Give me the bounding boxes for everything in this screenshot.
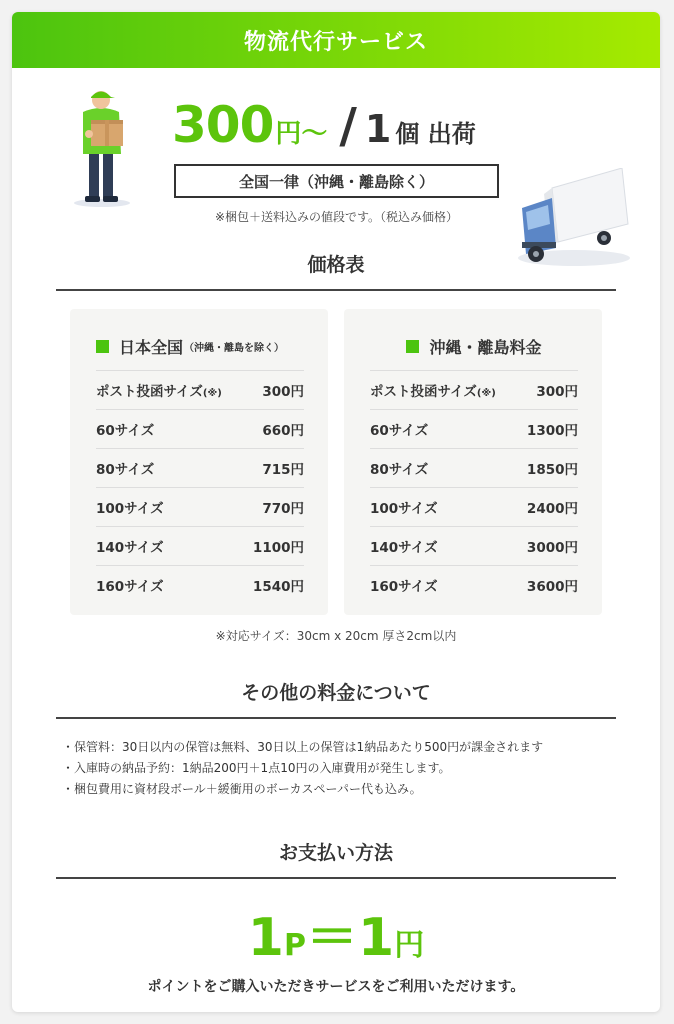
- row-label: ポスト投函サイズ: [370, 384, 477, 400]
- row-price: 1100円: [252, 540, 304, 556]
- price-headline: [172, 96, 476, 154]
- mainland-table-subtitle: （沖縄・離島を除く）: [184, 343, 285, 354]
- per-number: 1: [364, 107, 392, 151]
- page-title: 物流代行サービス: [12, 12, 660, 68]
- price-number: 300: [172, 96, 274, 154]
- payment-title: お支払い方法: [278, 842, 393, 864]
- table-row: [96, 370, 304, 409]
- table-row: [370, 448, 578, 487]
- per-text: 個 出荷: [395, 120, 476, 148]
- price-slash: /: [339, 98, 357, 154]
- okinawa-table-title: 沖縄・離島料金: [429, 338, 542, 357]
- green-square-icon: [406, 340, 419, 353]
- size-note: ※対応サイズ：30cm x 20cm 厚さ2cm以内: [215, 629, 457, 643]
- row-price: 3000円: [526, 540, 578, 556]
- row-label: 60サイズ: [96, 423, 155, 439]
- okinawa-price-table: [344, 309, 602, 615]
- service-card: [12, 12, 660, 1012]
- mainland-table-title: 日本全国: [119, 338, 184, 357]
- row-price: 1300円: [526, 423, 578, 439]
- row-label: ポスト投函サイズ: [96, 384, 203, 400]
- row-price: 770円: [262, 501, 304, 517]
- table-row: [96, 487, 304, 526]
- table-row: [370, 526, 578, 565]
- row-label: 160サイズ: [96, 579, 164, 595]
- table-row: [370, 370, 578, 409]
- list-item: ・ 入庫時の納品予約：1納品200円＋1点10円の入庫費用が発生します。: [62, 758, 616, 779]
- payment-note: ポイントをご購入いただきサービスをご利用いただけます。: [147, 979, 525, 995]
- uniform-price-box: 全国一律（沖縄・離島除く）: [174, 164, 499, 198]
- row-label: 140サイズ: [96, 540, 164, 556]
- row-label: 100サイズ: [370, 501, 438, 517]
- divider: [56, 877, 616, 879]
- row-price: 1540円: [252, 579, 304, 595]
- row-label: 140サイズ: [370, 540, 438, 556]
- divider: [56, 717, 616, 719]
- hero-note: ※梱包＋送料込みの値段です。（税込み価格）: [214, 210, 459, 224]
- point-number: 1: [247, 908, 284, 968]
- row-price: 715円: [262, 462, 304, 478]
- row-label: 160サイズ: [370, 579, 438, 595]
- other-fees-title: その他の料金について: [241, 682, 431, 704]
- row-price: 300円: [262, 384, 304, 400]
- mainland-price-table: [70, 309, 328, 615]
- row-label: 100サイズ: [96, 501, 164, 517]
- row-label-suffix: (※): [476, 388, 496, 399]
- equals-sign: ＝: [305, 908, 358, 968]
- delivery-truck-icon: [512, 168, 634, 268]
- point-unit: P: [283, 928, 306, 963]
- yen-number: 1: [358, 908, 395, 968]
- table-row: [370, 487, 578, 526]
- price-unit: 円〜: [275, 119, 328, 149]
- other-fees-list: [56, 737, 616, 800]
- table-row: [96, 448, 304, 487]
- row-price: 300円: [536, 384, 578, 400]
- green-square-icon: [96, 340, 109, 353]
- row-price: 3600円: [526, 579, 578, 595]
- row-price: 660円: [262, 423, 304, 439]
- mainland-table-header: [96, 335, 304, 358]
- row-label: 80サイズ: [96, 462, 155, 478]
- table-row: [96, 526, 304, 565]
- delivery-worker-icon: [67, 86, 137, 208]
- table-row: [370, 409, 578, 448]
- row-label-suffix: (※): [202, 388, 222, 399]
- row-price: 2400円: [526, 501, 578, 517]
- price-table-title: 価格表: [307, 254, 365, 276]
- table-row: [96, 565, 304, 604]
- price-tables: [70, 309, 602, 615]
- okinawa-table-header: [370, 335, 578, 358]
- row-price: 1850円: [526, 462, 578, 478]
- table-row: [96, 409, 304, 448]
- row-label: 60サイズ: [370, 423, 429, 439]
- list-item: ・ 保管料：30日以内の保管は無料、30日以上の保管は1納品あたり500円が課金されます: [62, 737, 616, 758]
- yen-unit: 円: [394, 928, 425, 963]
- point-rate: [12, 895, 660, 970]
- hero-section: [12, 68, 660, 250]
- row-label: 80サイズ: [370, 462, 429, 478]
- list-item: ・ 梱包費用に資材段ボール＋緩衝用のボーカスペーパー代も込み。: [62, 779, 616, 800]
- divider: [56, 289, 616, 291]
- table-row: [370, 565, 578, 604]
